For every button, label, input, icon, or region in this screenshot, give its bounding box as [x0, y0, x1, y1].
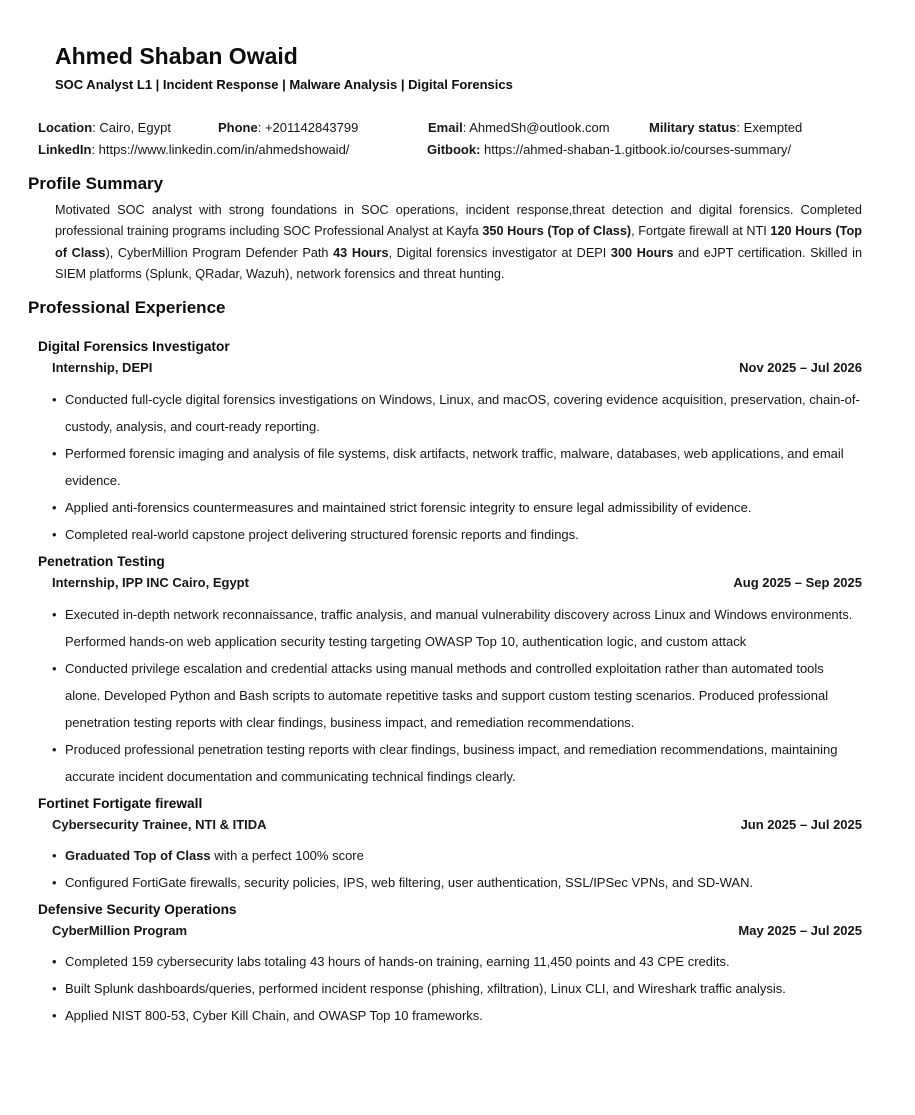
- bullet-item: • Completed real-world capstone project delivering structured forensic reports and findings.: [65, 521, 862, 548]
- job-bullet-list: [0, 386, 862, 548]
- job-dates: Nov 2025 – Jul 2026: [739, 360, 862, 376]
- contact-linkedin-label: LinkedIn: [38, 142, 92, 157]
- contact-gitbook: [427, 139, 791, 161]
- contact-row-2: [38, 139, 875, 161]
- job-title: Penetration Testing: [38, 554, 165, 570]
- job-defensive-security-operations: [0, 900, 915, 1029]
- contact-phone-value: : +201142843799: [257, 120, 359, 135]
- bullet-item: • Applied NIST 800-53, Cyber Kill Chain, and OWASP Top 10 frameworks.: [65, 1002, 862, 1029]
- contact-gitbook-label: Gitbook:: [427, 142, 481, 157]
- job-subtitle: Internship, IPP INC Cairo, Egypt: [52, 575, 249, 591]
- job-meta: [52, 359, 862, 376]
- job-title: Defensive Security Operations: [38, 902, 237, 918]
- bullet-item: • Executed in-depth network reconnaissance, traffic analysis, and manual vulnerability discovery across Linux and Windows environments. Performed hands-on web application security testing targeting OWASP Top 10, authentication logic, and custom attack: [65, 601, 862, 655]
- candidate-tagline: SOC Analyst L1 | Incident Response | Malware Analysis | Digital Forensics: [55, 77, 513, 92]
- professional-experience-heading: Professional Experience: [28, 298, 226, 318]
- contact-military-status: [649, 117, 802, 139]
- job-dates: May 2025 – Jul 2025: [738, 923, 862, 939]
- job-bullet-list: [0, 948, 862, 1029]
- contact-email-value[interactable]: : AhmedSh@outlook.com: [462, 120, 610, 135]
- contact-military-status-label: Military status: [649, 120, 737, 135]
- job-subtitle: Internship, DEPI: [52, 360, 153, 376]
- profile-summary-heading: Profile Summary: [28, 174, 164, 193]
- profile-summary-text: Motivated SOC analyst with strong foundations in SOC operations, incident response,threat detection and digital forensics. Completed professional training programs including SOC Professional Analyst at Kayfa 350 Hours (Top of Class), Fortgate firewall at NTI 120 Hours (Top of Class), CyberMillion Program Defender Path 43 Hours, Digital forensics investigator at DEPI 300 Hours and eJPT certification. Skilled in SIEM platforms (Splunk, QRadar, Wazuh), network forensics and threat hunting.: [55, 203, 863, 281]
- contact-military-status-value: : Exempted: [736, 120, 803, 135]
- bullet-item: • Graduated Top of Class with a perfect 100% score: [65, 842, 862, 869]
- job-meta: [52, 816, 862, 833]
- contact-phone-label: Phone: [218, 120, 258, 135]
- contact-linkedin: [38, 139, 427, 161]
- job-subtitle: Cybersecurity Trainee, NTI & ITIDA: [52, 817, 267, 833]
- job-dates: Aug 2025 – Sep 2025: [733, 575, 862, 591]
- job-bullet-list: [0, 842, 862, 896]
- job-penetration-testing: [0, 552, 915, 790]
- contact-email-label: Email: [428, 120, 463, 135]
- job-digital-forensics-investigator: [0, 337, 915, 548]
- contact-phone: [218, 117, 428, 139]
- job-bullet-list: [0, 601, 862, 790]
- bullet-item: • Conducted full-cycle digital forensics investigations on Windows, Linux, and macOS, covering evidence acquisition, preservation, chain-of-custody, analysis, and court-ready reporting.: [65, 386, 862, 440]
- contact-email: [428, 117, 649, 139]
- contact-row-1: [38, 117, 875, 139]
- linkedin-url[interactable]: : https://www.linkedin.com/in/ahmedshowaid/: [91, 142, 350, 157]
- bullet-item: • Performed forensic imaging and analysis of file systems, disk artifacts, network traffic, malware, databases, web applications, and email evidence.: [65, 440, 862, 494]
- bullet-item: • Completed 159 cybersecurity labs totaling 43 hours of hands-on training, earning 11,450 points and 43 CPE credits.: [65, 948, 862, 975]
- job-dates: Jun 2025 – Jul 2025: [740, 817, 862, 833]
- job-title: Digital Forensics Investigator: [38, 339, 230, 355]
- bullet-item: • Conducted privilege escalation and credential attacks using manual methods and controlled exploitation rather than automated tools alone. Developed Python and Bash scripts to automate repetitive tasks and support custom testing scenarios. Produced professional penetration testing reports with clear findings, business impact, and remediation recommendations.: [65, 655, 862, 736]
- contact-location-value: : Cairo, Egypt: [92, 120, 171, 135]
- bullet-item: • Built Splunk dashboards/queries, performed incident response (phishing, xfiltration), Linux CLI, and Wireshark traffic analysis.: [65, 975, 862, 1002]
- bullet-item: • Configured FortiGate firewalls, security policies, IPS, web filtering, user authentication, SSL/IPSec VPNs, and SD-WAN.: [65, 869, 862, 896]
- gitbook-url[interactable]: https://ahmed-shaban-1.gitbook.io/courses-summary/: [480, 142, 792, 157]
- job-meta: [52, 574, 862, 591]
- bullet-item: • Produced professional penetration testing reports with clear findings, business impact, and remediation recommendations, maintaining accurate incident documentation and communicating technical findings clearly.: [65, 736, 862, 790]
- bullet-item: • Applied anti-forensics countermeasures and maintained strict forensic integrity to ensure legal admissibility of evidence.: [65, 494, 862, 521]
- candidate-name: Ahmed Shaban Owaid: [55, 43, 298, 69]
- contact-block: [38, 117, 875, 161]
- job-title: Fortinet Fortigate firewall: [38, 796, 203, 812]
- job-meta: [52, 922, 862, 939]
- contact-location: [38, 117, 218, 139]
- job-subtitle: CyberMillion Program: [52, 923, 188, 939]
- contact-location-label: Location: [38, 120, 93, 135]
- job-fortinet-fortigate-firewall: [0, 794, 915, 896]
